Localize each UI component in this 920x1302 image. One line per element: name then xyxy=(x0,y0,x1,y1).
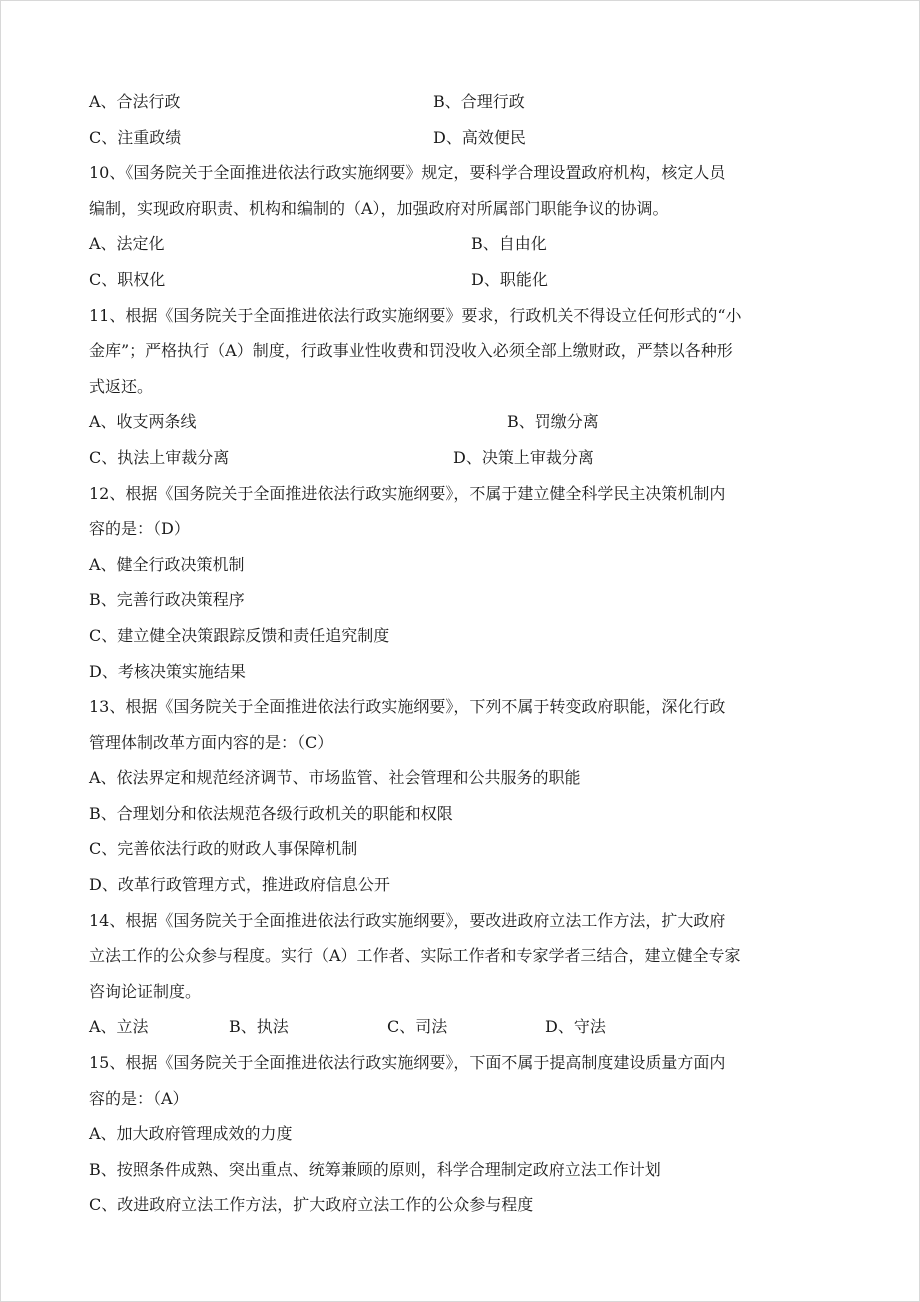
q15-stem-line-2: 容的是：（A） xyxy=(89,1088,189,1108)
q11-option-c: C、执法上审裁分离 xyxy=(89,447,230,467)
q9-options-row-1 xyxy=(89,84,839,120)
q15-option-a: A、加大政府管理成效的力度 xyxy=(89,1124,293,1144)
q12-stem-line-1: 12、根据《国务院关于全面推进依法行政实施纲要》，不属于建立健全科学民主决策机制内 xyxy=(89,483,726,503)
q14-option-d: D、守法 xyxy=(545,1017,606,1037)
q9-option-d: D、高效便民 xyxy=(433,127,526,147)
q10-stem-line-2: 编制，实现政府职责、机构和编制的（A），加强政府对所属部门职能争议的协调。 xyxy=(89,198,669,218)
q11-options-row-2 xyxy=(89,440,839,476)
q14-stem-line-1: 14、根据《国务院关于全面推进依法行政实施纲要》，要改进政府立法工作方法，扩大政府 xyxy=(89,910,726,930)
q10-option-c: C、职权化 xyxy=(89,269,166,289)
q9-option-a: A、合法行政 xyxy=(89,92,181,111)
q9-option-c: C、注重政绩 xyxy=(89,127,182,147)
q12-option-d: D、考核决策实施结果 xyxy=(89,661,246,681)
q10-option-a: A、法定化 xyxy=(89,234,165,254)
q13-option-d: D、改革行政管理方式，推进政府信息公开 xyxy=(89,875,390,895)
q11-option-a: A、收支两条线 xyxy=(89,412,197,432)
q12-stem-line-2: 容的是：（D） xyxy=(89,519,190,539)
q10-options-row-1 xyxy=(89,226,839,262)
q11-stem-line-2: 金库”；严格执行（A）制度，行政事业性收费和罚没收入必须全部上缴财政，严禁以各种形 xyxy=(89,341,733,361)
q13-option-b: B、合理划分和依法规范各级行政机关的职能和权限 xyxy=(89,803,453,823)
q11-option-d: D、决策上审裁分离 xyxy=(453,447,594,467)
q14-stem-line-3: 咨询论证制度。 xyxy=(89,981,202,1001)
q13-option-c: C、完善依法行政的财政人事保障机制 xyxy=(89,839,358,859)
q15-option-b: B、按照条件成熟、突出重点、统筹兼顾的原则，科学合理制定政府立法工作计划 xyxy=(89,1159,661,1179)
q12-option-b: B、完善行政决策程序 xyxy=(89,590,245,610)
q9-option-b: B、合理行政 xyxy=(433,92,525,111)
q14-options-row xyxy=(89,1009,839,1045)
question-list xyxy=(89,84,839,1223)
q12-option-c: C、建立健全决策跟踪反馈和责任追究制度 xyxy=(89,625,390,645)
q14-stem-line-2: 立法工作的公众参与程度。实行（A）工作者、实际工作者和专家学者三结合，建立健全专家 xyxy=(89,946,741,966)
q12-option-a: A、健全行政决策机制 xyxy=(89,554,245,574)
q10-option-d: D、职能化 xyxy=(471,269,548,289)
q11-stem-line-1: 11、根据《国务院关于全面推进依法行政实施纲要》要求，行政机关不得设立任何形式的“小 xyxy=(89,305,742,325)
q9-options-row-2 xyxy=(89,120,839,156)
q11-options-row-1 xyxy=(89,404,839,440)
q13-option-a: A、依法界定和规范经济调节、市场监管、社会管理和公共服务的职能 xyxy=(89,768,581,788)
q14-option-b: B、执法 xyxy=(229,1017,289,1037)
q15-stem-line-1: 15、根据《国务院关于全面推进依法行政实施纲要》，下面不属于提高制度建设质量方面内 xyxy=(89,1053,726,1073)
q15-option-c: C、改进政府立法工作方法，扩大政府立法工作的公众参与程度 xyxy=(89,1195,534,1215)
q14-option-a: A、立法 xyxy=(89,1017,149,1037)
q13-stem-line-2: 管理体制改革方面内容的是：（C） xyxy=(89,732,334,752)
q14-option-c: C、司法 xyxy=(387,1017,448,1037)
q13-stem-line-1: 13、根据《国务院关于全面推进依法行政实施纲要》，下列不属于转变政府职能，深化行政 xyxy=(89,697,726,717)
q10-options-row-2 xyxy=(89,262,839,298)
q11-option-b: B、罚缴分离 xyxy=(507,412,599,432)
q10-option-b: B、自由化 xyxy=(471,234,547,254)
q10-stem-line-1: 10、《国务院关于全面推进依法行政实施纲要》规定，要科学合理设置政府机构，核定人员 xyxy=(89,163,726,183)
q11-stem-line-3: 式返还。 xyxy=(89,376,154,396)
